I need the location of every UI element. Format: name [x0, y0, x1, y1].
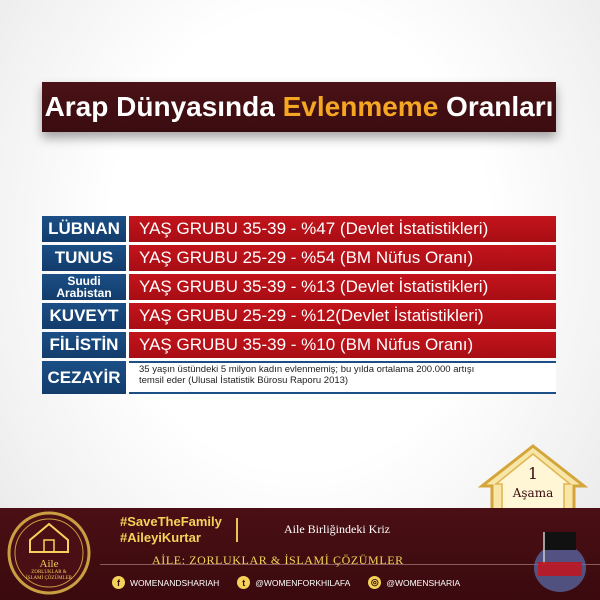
table-row [42, 245, 556, 271]
table-row [42, 216, 556, 242]
footer-main-title: AİLE: ZORLUKLAR & İSLAMİ ÇÖZÜMLER [152, 553, 404, 567]
page-title [45, 91, 554, 123]
logo-subtitle [6, 570, 92, 582]
country-cell: CEZAYİR [42, 361, 129, 394]
country-cell [42, 274, 129, 300]
social-handle: @WOMENFORKHILAFA [255, 577, 351, 588]
table-row [42, 274, 556, 300]
social-instagram[interactable] [368, 576, 460, 589]
footer-subtitle: Aile Birliğindeki Kriz [284, 522, 390, 536]
title-highlight: Evlenmeme [282, 91, 439, 122]
social-handle: WOMENANDSHARIAH [130, 577, 220, 588]
value-cell: YAŞ GRUBU 35-39 - %13 (Devlet İstatistikleri) [129, 274, 556, 300]
value-cell: YAŞ GRUBU 35-39 - %47 (Devlet İstatistikleri) [129, 216, 556, 242]
title-banner [42, 82, 556, 132]
hashtags [120, 514, 222, 546]
badge-number: 1 [527, 464, 539, 483]
value-cell: YAŞ GRUBU 35-39 - %10 (BM Nüfus Oranı) [129, 332, 556, 358]
hashtag-save-the-family[interactable]: #SaveTheFamily [120, 514, 222, 529]
logo-subtitle-line-1: ZORLUKLAR & [31, 570, 67, 575]
social-facebook[interactable] [112, 576, 219, 589]
table-row [42, 361, 556, 394]
country-cell: TUNUS [42, 245, 129, 271]
country-cell: LÜBNAN [42, 216, 129, 242]
aile-logo-icon [6, 510, 92, 596]
social-twitter[interactable] [237, 576, 350, 589]
statistics-table [42, 216, 556, 397]
country-line-1: Suudi [67, 274, 101, 288]
country-cell: KUVEYT [42, 303, 129, 329]
country-line-2: Arabistan [56, 286, 112, 300]
table-row [42, 332, 556, 358]
social-links [112, 576, 460, 589]
twitter-icon: t [237, 576, 250, 589]
facebook-icon: f [112, 576, 125, 589]
logo-subtitle-line-2: İSLAMİ ÇÖZÜMLER [26, 576, 72, 581]
note-cell: 35 yaşın üstündeki 5 milyon kadın evlenmemiş; bu yılda ortalama 200.000 artışı temsil eder (Ulusal İstatistik Bürosu Raporu 2013) [129, 361, 556, 394]
value-cell: YAŞ GRUBU 25-29 - %54 (BM Nüfus Oranı) [129, 245, 556, 271]
logo-title: Aile [39, 558, 59, 570]
value-cell: YAŞ GRUBU 25-29 - %12(Devlet İstatistikleri) [129, 303, 556, 329]
social-handle: @WOMENSHARIA [386, 577, 461, 588]
title-part-2: Oranları [438, 91, 554, 122]
country-cell: FİLİSTİN [42, 332, 129, 358]
hashtag-aileyi-kurtar[interactable]: #AileyiKurtar [120, 530, 201, 545]
footer-separator [236, 518, 238, 542]
table-row [42, 303, 556, 329]
badge-label: Aşama [512, 486, 554, 500]
title-part-1: Arap Dünyasında [44, 91, 283, 122]
hizb-ut-tahrir-logo-icon [532, 528, 588, 594]
instagram-icon: ◎ [368, 576, 381, 589]
